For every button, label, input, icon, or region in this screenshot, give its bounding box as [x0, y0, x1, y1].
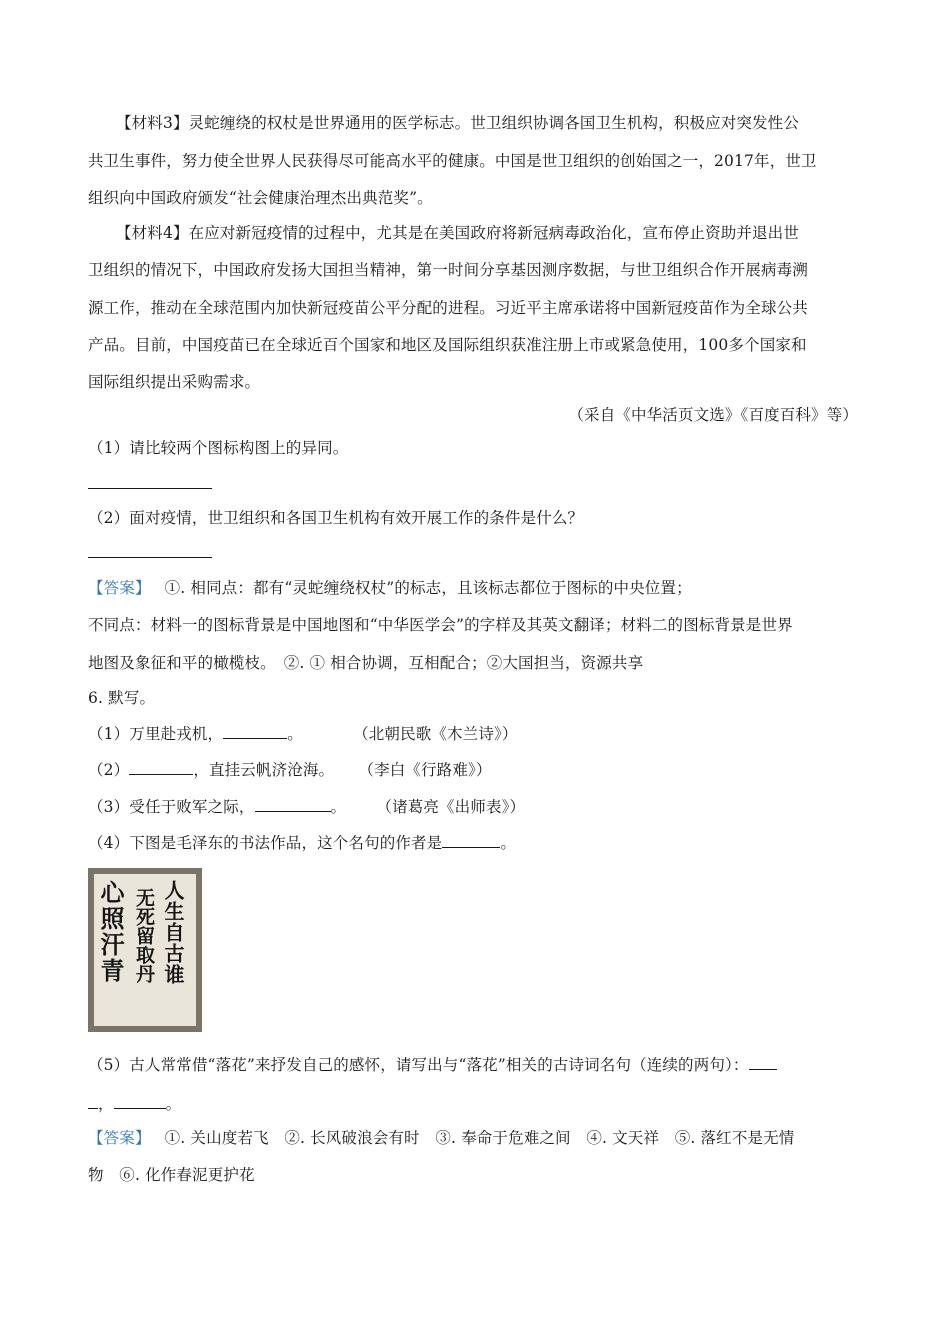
q6-s2-source: （李白《行路难》） [366, 761, 492, 779]
calligraphy-column-2: 无死留取丹 [133, 888, 155, 983]
blank-2 [129, 759, 193, 775]
material-4-line-4: 产品。目前，中国疫苗已在全球近百个国家和地区及国际组织获准注册上市或紧急使用，100多个国家和 [88, 336, 807, 354]
calligraphy-column-3: 心照汗青 [96, 880, 125, 984]
blank-5b [88, 1093, 98, 1109]
blank-4 [442, 832, 500, 848]
q6-s2-suffix: ，直挂云帆济沧海。 [193, 761, 335, 779]
question-5-sub-2: （2）面对疫情，世卫组织和各国卫生机构有效开展工作的条件是什么？ [88, 509, 584, 527]
q6-s5-end: 。 [165, 1095, 182, 1113]
question-6-sub-5 [88, 1054, 777, 1076]
answer-tag: 【答案】 [88, 1129, 151, 1147]
question-6-sub-1 [88, 723, 518, 745]
q6-s4-suffix: 。 [500, 834, 516, 852]
calligraphy-column-1: 人生自古谁 [161, 880, 185, 985]
q6-s1-prefix: （1）万里赴戎机， [88, 725, 224, 743]
calligraphy-paper [94, 874, 196, 1026]
answer-6-line-2: 物 ⑥. 化作春泥更护花 [88, 1166, 255, 1184]
q6-s2-prefix: （2） [88, 761, 130, 779]
material-4-line-3: 源工作，推动在全球范围内加快新冠疫苗公平分配的进程。习近平主席承诺将中国新冠疫苗作为全球公共 [88, 299, 808, 317]
material-4-line-1: 【材料4】在应对新冠疫情的过程中，尤其是在美国政府将新冠病毒政治化，宣布停止资助并退出世 [116, 224, 799, 242]
blank-3 [255, 796, 331, 812]
q6-s1-source: （北朝民歌《木兰诗》） [360, 725, 518, 743]
answer-5-line-3: 地图及象征和平的橄榄枝。 ②. ① 相合协调，互相配合；②大国担当，资源共享 [88, 654, 644, 672]
answer-5-line-2: 不同点：材料一的图标背景是中国地图和“中华医学会”的字样及其英文翻译；材料二的图标背景是世界 [88, 616, 793, 634]
material-3-line-3: 组织向中国政府颁发“社会健康治理杰出典范奖”。 [88, 189, 433, 207]
answer-6-text-1: ①. 关山度若飞 ②. 长风破浪会有时 ③. 奉命于危难之间 ④. 文天祥 ⑤. 落红不是无情 [164, 1129, 795, 1147]
calligraphy-image [88, 868, 202, 1032]
answer-5-text-1: ①. 相同点：都有“灵蛇缠绕权杖”的标志，且该标志都位于图标的中央位置； [164, 579, 692, 597]
question-6-sub-5-cont [88, 1093, 181, 1115]
q6-s3-prefix: （3）受任于败军之际， [88, 798, 255, 816]
q6-s4-prefix: （4）下图是毛泽东的书法作品，这个名句的作者是 [88, 834, 443, 852]
question-6-sub-2 [88, 759, 492, 781]
q6-s5-comma: ， [98, 1095, 114, 1113]
question-6-sub-4 [88, 832, 516, 854]
answer-line-2 [88, 557, 212, 558]
blank-6 [114, 1093, 166, 1109]
q6-s1-suffix: 。 [287, 725, 303, 743]
answer-tag: 【答案】 [88, 579, 151, 597]
blank-5a [749, 1054, 777, 1070]
answer-6-line-1 [88, 1127, 794, 1149]
material-4-line-5: 国际组织提出采购需求。 [88, 373, 261, 391]
material-3-line-1: 【材料3】灵蛇缠绕的权杖是世界通用的医学标志。世卫组织协调各国卫生机构，积极应对突发性公 [116, 114, 799, 132]
blank-1 [223, 723, 287, 739]
q6-s3-source: （诸葛亮《出师表》） [384, 798, 526, 816]
material-3-line-2: 共卫生事件，努力使全世界人民获得尽可能高水平的健康。中国是世卫组织的创始国之一，2017年，世卫 [88, 152, 817, 170]
question-5-sub-1: （1）请比较两个图标构图上的异同。 [88, 439, 349, 457]
answer-5-line-1 [88, 577, 692, 599]
q6-s5-text: （5）古人常常借“落花”来抒发自己的感怀，请写出与“落花”相关的古诗词名句（连续的两句）： [88, 1056, 749, 1074]
q6-s3-suffix: 。 [330, 798, 347, 816]
answer-line-1 [88, 488, 212, 489]
question-6-sub-3 [88, 796, 525, 818]
question-6-title: 6. 默写。 [88, 689, 156, 707]
source-citation: （采自《中华活页文选》《百度百科》等） [568, 406, 858, 424]
material-4-line-2: 卫组织的情况下，中国政府发扬大国担当精神，第一时间分享基因测序数据，与世卫组织合作开展病毒溯 [88, 261, 808, 279]
